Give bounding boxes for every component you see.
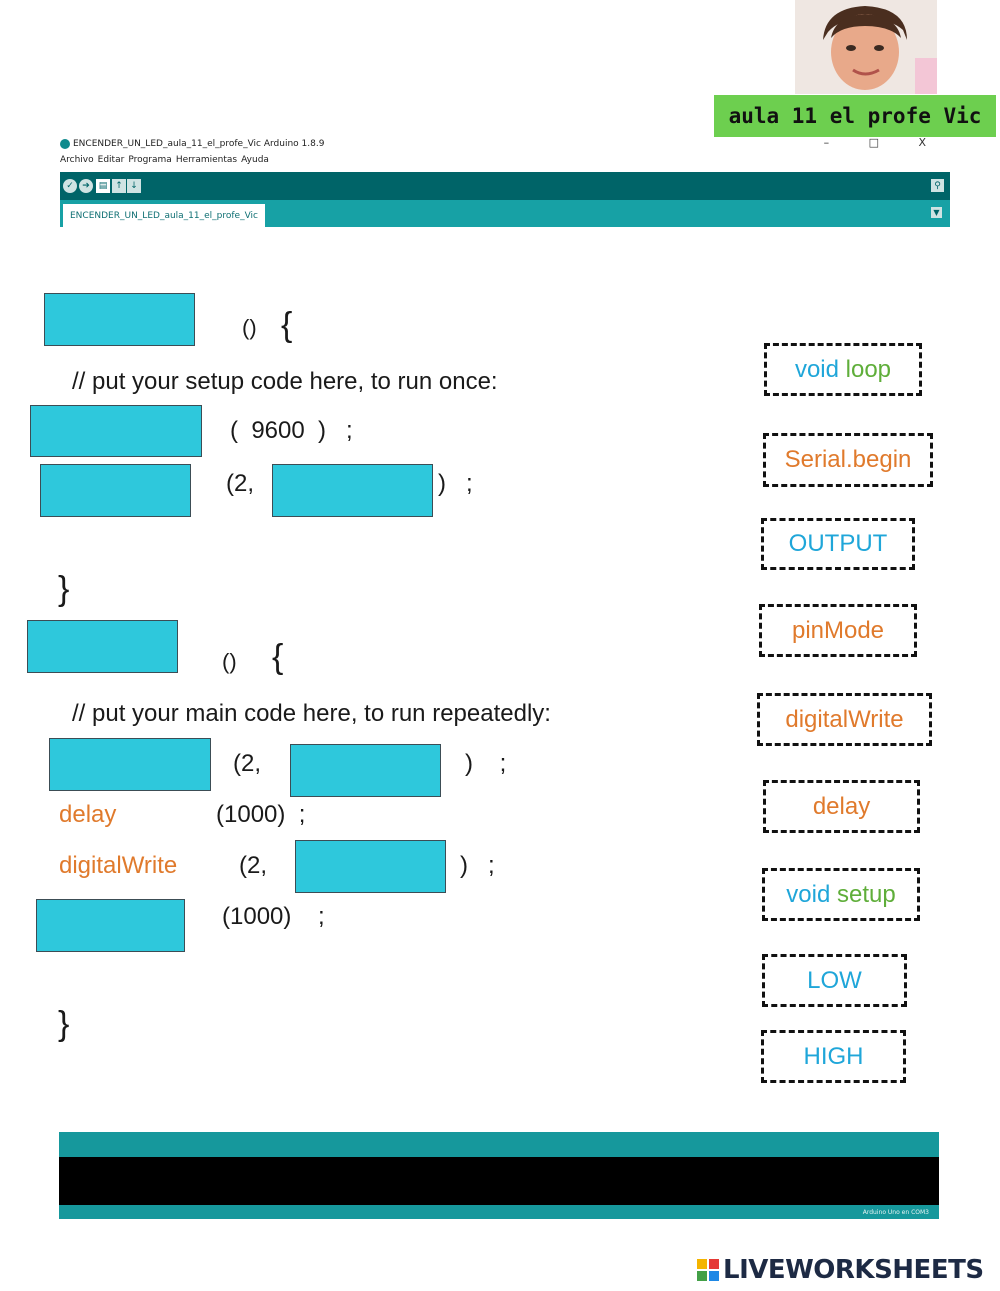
word-chip-output[interactable]: OUTPUT [761,518,915,570]
chip-setup-part: setup [836,880,896,908]
word-chip-pinmode[interactable]: pinMode [759,604,917,657]
menu-archivo[interactable]: Archivo [60,155,94,165]
verify-icon[interactable]: ✓ [63,179,77,193]
teacher-avatar [795,0,937,94]
delay-1-keyword: delay [59,801,117,828]
tab-bar [60,200,950,227]
new-icon[interactable]: ▤ [96,179,110,193]
word-chip-void-loop[interactable] [764,343,922,396]
liveworksheets-logo [697,1255,984,1285]
toolbar [60,172,950,200]
liveworksheets-logo-icon [697,1259,719,1281]
menu-herramientas[interactable]: Herramientas [175,155,238,165]
setup-open-brace: { [281,306,293,344]
console-output [59,1157,939,1205]
drop-target-pinmode-mode[interactable] [272,464,433,517]
drop-target-digitalwrite-1[interactable] [49,738,211,791]
menu-ayuda[interactable]: Ayuda [241,155,269,165]
drop-target-digitalwrite-2-level[interactable] [295,840,446,893]
drop-target-loop-keyword[interactable] [27,620,178,673]
status-bar [59,1205,939,1219]
chip-void-part: void [794,355,839,383]
window-controls[interactable]: – □ X [823,136,944,149]
word-chip-low[interactable]: LOW [762,954,907,1007]
menu-editar[interactable]: Editar [97,155,125,165]
digitalwrite-1-close: ) ; [465,750,507,777]
drop-target-delay-2[interactable] [36,899,185,952]
tab-sketch[interactable]: ENCENDER_UN_LED_aula_11_el_profe_Vic [63,204,265,227]
digitalwrite-2-keyword: digitalWrite [59,852,178,879]
loop-comment: // put your main code here, to run repeatedly: [72,700,551,727]
serial-begin-args: ( 9600 ) ; [230,417,353,444]
word-chip-delay[interactable]: delay [763,780,920,833]
word-chip-digitalwrite[interactable]: digitalWrite [757,693,932,746]
delay-2-args: (1000) ; [222,903,325,930]
chip-loop-part: loop [845,355,892,383]
console-header [59,1132,939,1157]
word-chip-high[interactable]: HIGH [761,1030,906,1083]
drop-target-serial-begin[interactable] [30,405,202,457]
teacher-photo-icon [795,0,937,94]
digitalwrite-2-open: (2, [239,852,268,879]
board-status: Arduino Uno en COM3 [862,1208,929,1216]
liveworksheets-wordmark: LIVEWORKSHEETS [723,1255,984,1285]
window-titlebar [60,136,950,152]
drop-target-pinmode[interactable] [40,464,191,517]
save-icon[interactable]: ↓ [127,179,141,193]
digitalwrite-2-close: ) ; [460,852,495,879]
teacher-badge: aula 11 el profe Vic [714,95,996,137]
menu-programa[interactable]: Programa [128,155,172,165]
upload-icon[interactable]: ➔ [79,179,93,193]
loop-close-brace: } [58,1005,70,1043]
loop-parens: () [222,649,237,674]
arduino-logo-icon [60,139,70,149]
pinmode-close: ) ; [438,470,473,497]
delay-1-args: (1000) ; [216,801,306,828]
pinmode-open: (2, [226,470,255,497]
chip-void-part-2: void [786,880,831,908]
word-chip-void-setup[interactable] [762,868,920,921]
setup-parens: () [242,315,257,340]
tab-menu-icon[interactable]: ▼ [931,207,942,218]
window-title: ENCENDER_UN_LED_aula_11_el_profe_Vic Arduino 1.8.9 [73,139,325,149]
loop-open-brace: { [272,638,284,676]
open-icon[interactable]: ↑ [112,179,126,193]
drop-target-digitalwrite-1-level[interactable] [290,744,441,797]
menu-bar [60,155,950,169]
drop-target-setup-keyword[interactable] [44,293,195,346]
setup-comment: // put your setup code here, to run once: [72,368,498,395]
digitalwrite-1-open: (2, [233,750,262,777]
setup-close-brace: } [58,570,70,608]
serial-monitor-icon[interactable]: ⚲ [931,179,944,192]
word-chip-serial-begin[interactable]: Serial.begin [763,433,933,487]
